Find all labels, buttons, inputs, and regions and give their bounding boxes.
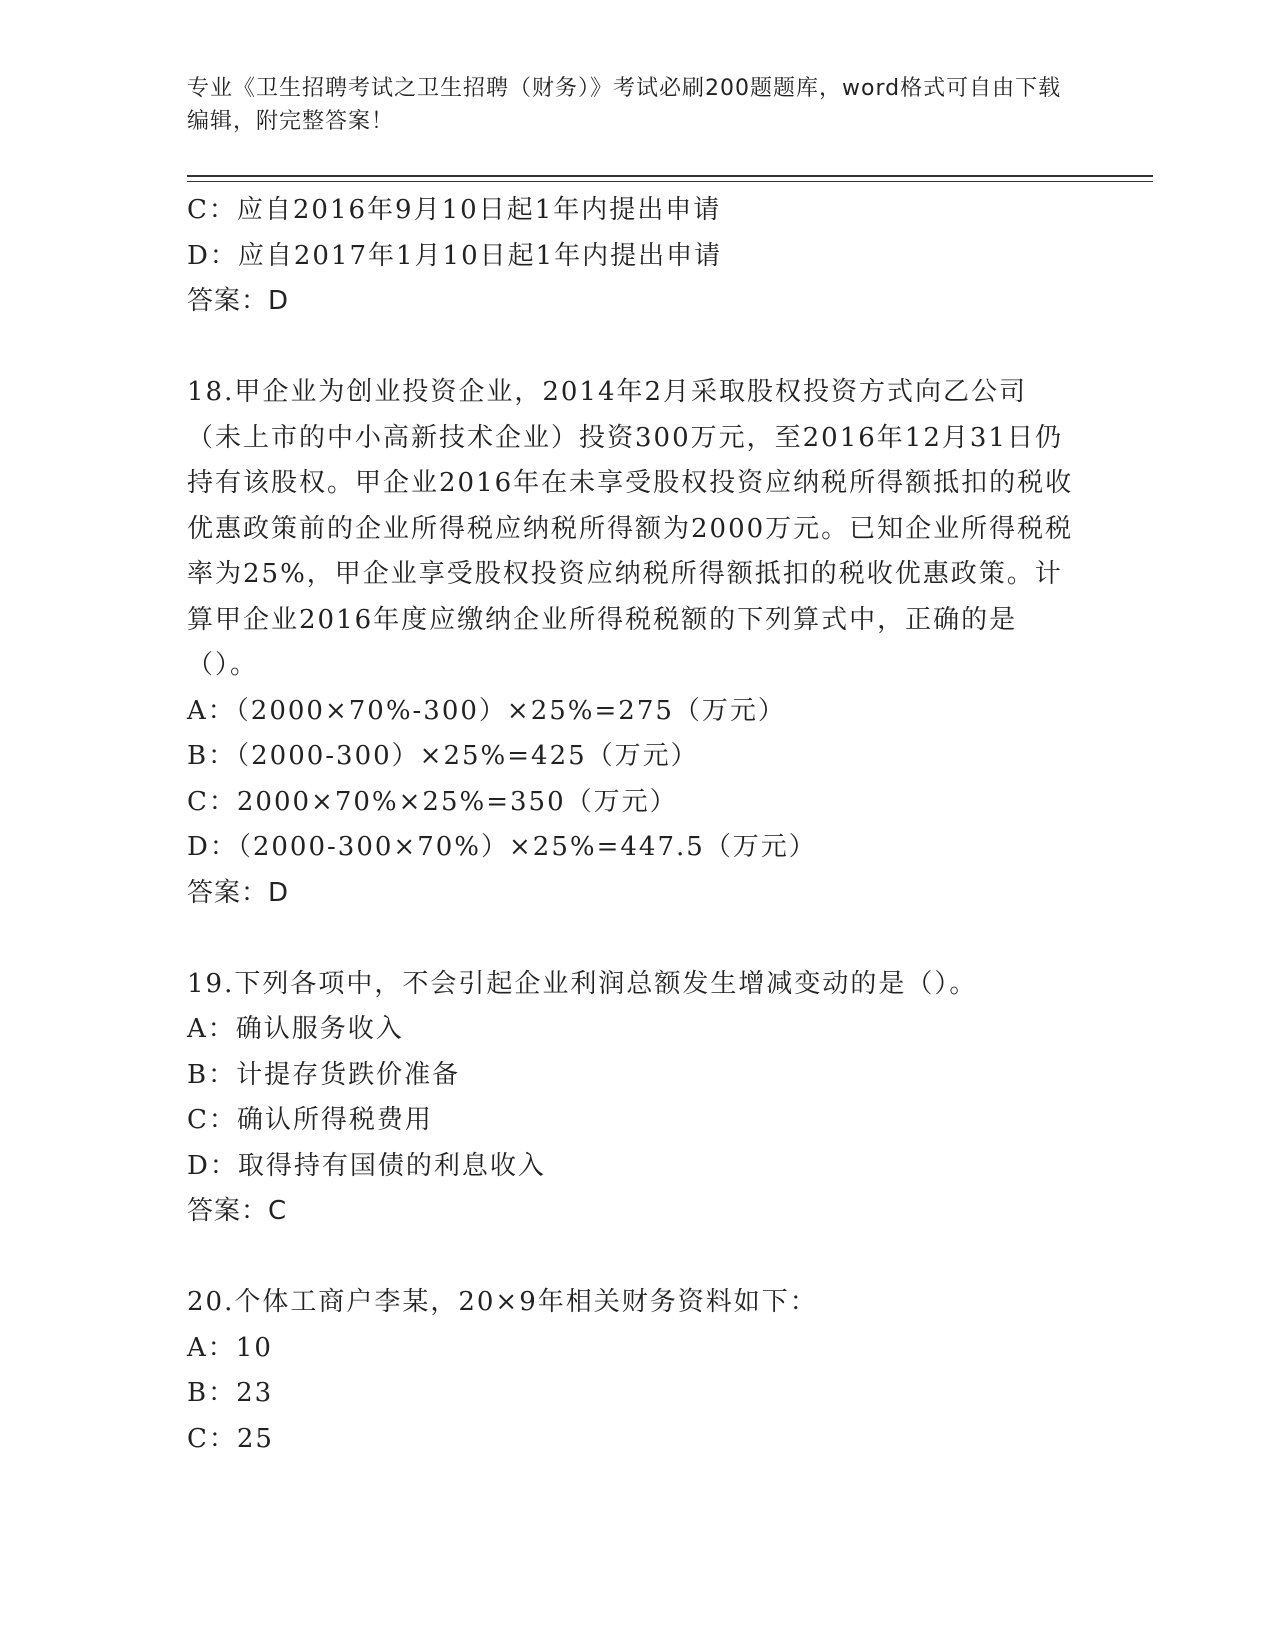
- page-header: 专业《卫生招聘考试之卫生招聘（财务）》考试必刷200题题库，word格式可自由下载编辑，附完整答案！: [187, 76, 1062, 134]
- q17-option-d: D：应自2017年1月10日起1年内提出申请: [187, 240, 723, 271]
- spacer: [187, 325, 1087, 371]
- q18-answer: 答案：D: [187, 877, 290, 908]
- q19-option-c: C：确认所得税费用: [187, 1105, 433, 1135]
- q20-stem: 20.个体工商户李某，20×9年相关财务资料如下：: [187, 1287, 818, 1317]
- q18-option-a: A：（2000×70%-300）×25%=275（万元）: [187, 695, 786, 726]
- q19-option-b: B：计提存货跌价准备: [187, 1059, 461, 1090]
- q19-answer: 答案：C: [187, 1196, 288, 1226]
- header-rule-thick: [187, 175, 1153, 177]
- q20-option-b: B：23: [187, 1378, 274, 1408]
- q18-option-c: C：2000×70%×25%=350（万元）: [187, 786, 678, 817]
- spacer: [187, 1235, 1087, 1281]
- question-content: [187, 188, 1087, 1462]
- q17-option-c: C：应自2016年9月10日起1年内提出申请: [187, 195, 722, 225]
- q18-stem: 18.甲企业为创业投资企业，2014年2月采取股权投资方式向乙公司（未上市的中小高新技术企业）投资300万元，至2016年12月31日仍持有该股权。甲企业2016年在未享受股权投资应纳税所得额抵扣的税收优惠政策前的企业所得税应纳税所得额为2000万元。已知企业所得税税率为25%，甲企业享受股权投资应纳税所得额抵扣的税收优惠政策。计算甲企业2016年度应缴纳企业所得税税额的下列算式中，正确的是（）。: [187, 377, 1074, 680]
- header-rule-thin: [187, 181, 1153, 182]
- q17-answer: 答案：D: [187, 286, 290, 316]
- q18-option-d: D：（2000-300×70%）×25%=447.5（万元）: [187, 832, 817, 862]
- q19-option-d: D：取得持有国债的利息收入: [187, 1150, 546, 1181]
- q20-option-a: A：10: [187, 1332, 273, 1363]
- q19-option-a: A：确认服务收入: [187, 1014, 404, 1044]
- q19-stem: 19.下列各项中，不会引起企业利润总额发生增减变动的是（）。: [187, 968, 978, 999]
- q18-option-b: B：（2000-300）×25%=425（万元）: [187, 741, 699, 771]
- q20-option-c: C：25: [187, 1423, 274, 1454]
- spacer: [187, 916, 1087, 962]
